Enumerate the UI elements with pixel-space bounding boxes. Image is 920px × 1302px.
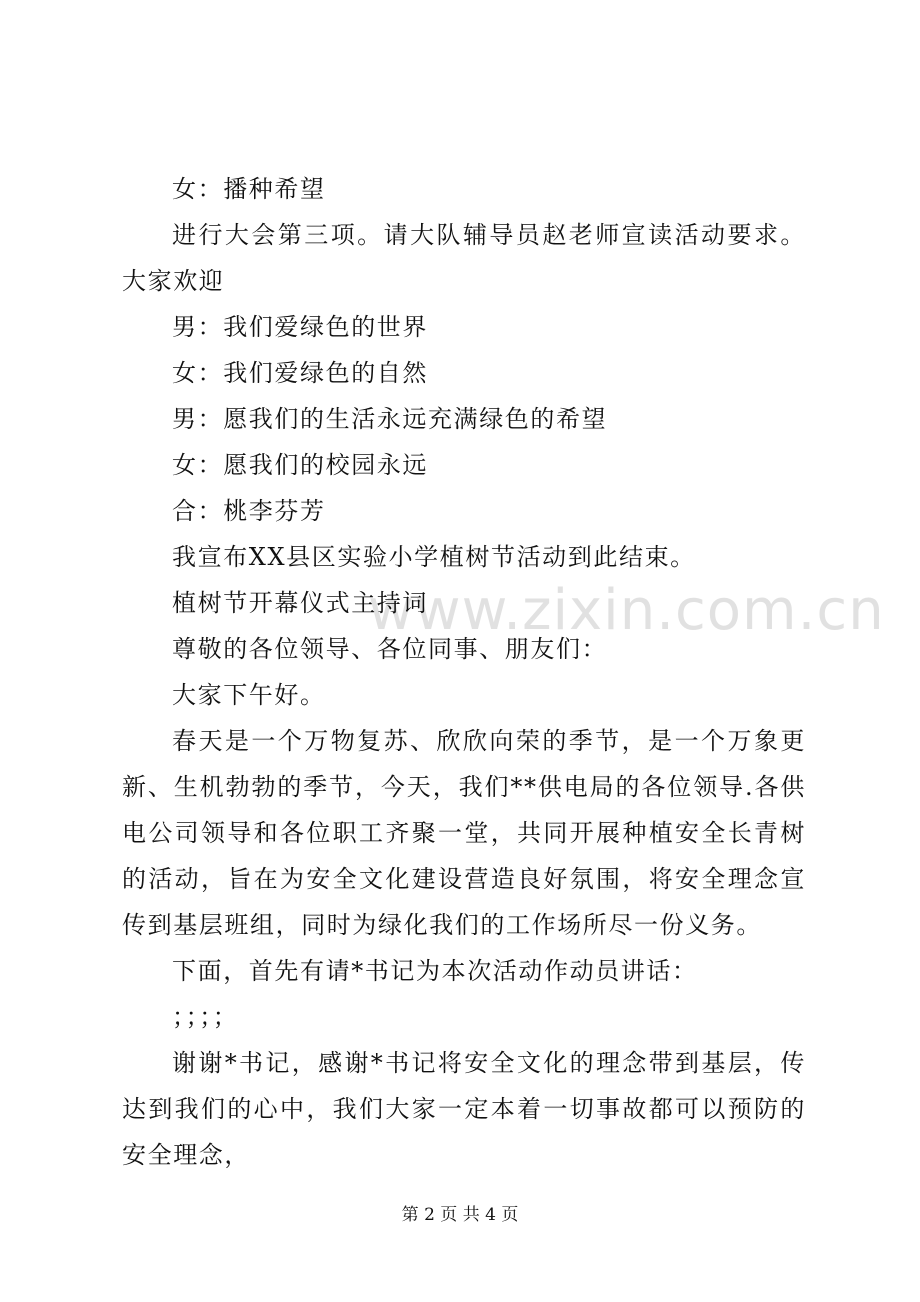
watermark: www.zixin.com.cn [368, 578, 885, 643]
document-body [122, 166, 806, 1178]
paragraph: 大家下午好。 [172, 681, 326, 709]
paragraph: 女：愿我们的校园永远 [172, 451, 428, 479]
paragraph: 男：我们爱绿色的世界 [172, 313, 428, 341]
paragraph: 我宣布XX县区实验小学植树节活动到此结束。 [172, 543, 696, 571]
paragraph: 进行大会第三项。请大队辅导员赵老师宣读活动要求。大家欢迎 [122, 221, 806, 295]
paragraph: 女：播种希望 [172, 175, 326, 203]
paragraph: 女：我们爱绿色的自然 [172, 359, 428, 387]
paragraph: 谢谢*书记，感谢*书记将安全文化的理念带到基层，传达到我们的心中，我们大家一定本着一切事故都可以预防的安全理念， [122, 1049, 806, 1169]
paragraph: 男：愿我们的生活永远充满绿色的希望 [172, 405, 608, 433]
page-footer: 第 2 页 共 4 页 [401, 1205, 519, 1225]
paragraph: ；；；； [172, 1003, 239, 1031]
paragraph: 春天是一个万物复苏、欣欣向荣的季节，是一个万象更新、生机勃勃的季节，今天，我们**供电局的各位领导.各供电公司领导和各位职工齐聚一堂，共同开展种植安全长青树的活动，旨在为安全文化建设营造良好氛围，将安全理念宣传到基层班组，同时为绿化我们的工作场所尽一份义务。 [122, 727, 806, 939]
paragraph: 下面，首先有请*书记为本次活动作动员讲话： [172, 957, 698, 985]
paragraph: 植树节开幕仪式主持词 [172, 589, 428, 617]
paragraph: 尊敬的各位领导、各位同事、朋友们： [172, 635, 608, 663]
paragraph: 合：桃李芬芳 [172, 497, 326, 525]
